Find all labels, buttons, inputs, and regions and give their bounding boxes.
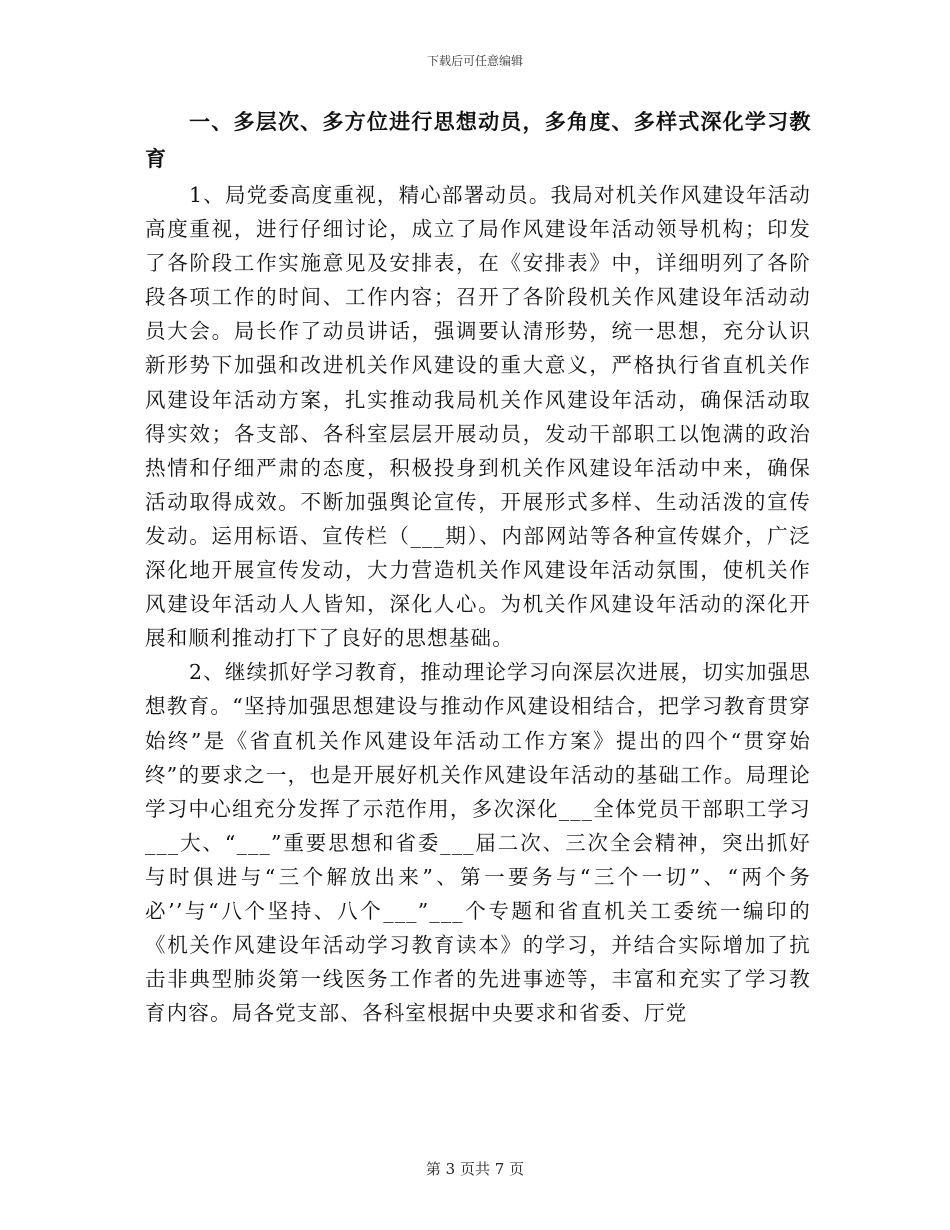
page-header: 下载后可任意编辑 [426, 54, 523, 68]
page-number: 第 3 页共 7 页 [425, 1160, 525, 1178]
section-heading: 一、多层次、多方位进行思想动员，多角度、多样式深化学习教育 [145, 110, 811, 171]
document-body [145, 104, 811, 1030]
paragraph-1: 1、局党委高度重视，精心部署动员。我局对机关作风建设年活动高度重视，进行仔细讨论，成立了局作风建设年活动领导机构；印发了各阶段工作实施意见及安排表，在《安排表》中，详细明列了各阶段各项工作的时间、工作内容；召开了各阶段机关作风建设年活动动员大会。局长作了动员讲话，强调要认清形势，统一思想，充分认识新形势下加强和改进机关作风建设的重大意义，严格执行省直机关作风建设年活动方案，扎实推动我局机关作风建设年活动，确保活动取得实效；各支部、各科室层层开展动员，发动干部职工以饱满的政治热情和仔细严肃的态度，积极投身到机关作风建设年活动中来，确保活动取得成效。不断加强舆论宣传，开展形式多样、生动活泼的宣传发动。运用标语、宣传栏（___期）、内部网站等各种宣传媒介，广泛深化地开展宣传发动，大力营造机关作风建设年活动氛围，使机关作风建设年活动人人皆知，深化人心。为机关作风建设年活动的深化开展和顺利推动打下了良好的思想基础。 [145, 183, 811, 651]
paragraph-2: 2、继续抓好学习教育，推动理论学习向深层次进展，切实加强思想教育。“坚持加强思想建设与推动作风建设相结合，把学习教育贯穿始终”是《省直机关作风建设年活动工作方案》提出的四个“贯穿始终”的要求之一，也是开展好机关作风建设年活动的基础工作。局理论学习中心组充分发挥了示范作用，多次深化___全体党员干部职工学习___大、“___”重要思想和省委___届二次、三次全会精神，突出抓好与时俱进与“三个解放出来”、第一要务与“三个一切”、“两个务必’’与“八个坚持、八个___”___个专题和省直机关工委统一编印的《机关作风建设年活动学习教育读本》的学习，并结合实际增加了抗击非典型肺炎第一线医务工作者的先进事迹等，丰富和充实了学习教育内容。局各党支部、各科室根据中央要求和省委、厅党 [145, 660, 811, 1026]
